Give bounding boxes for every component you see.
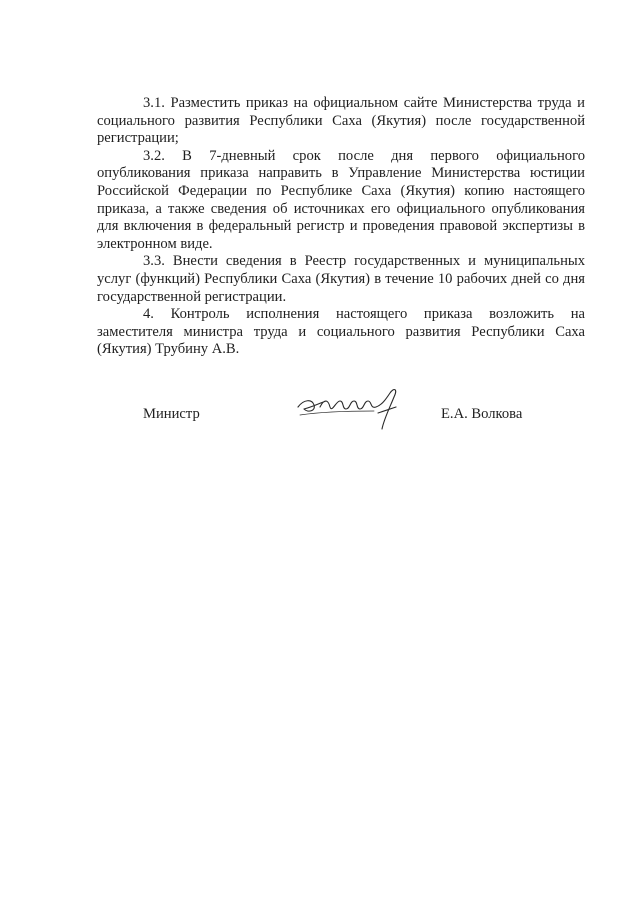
paragraph-3-3: 3.3. Внести сведения в Реестр государственных и муниципальных услуг (функций) Республики Саха (Якутия) в течение 10 рабочих дней со дня государственной регистрации. <box>97 253 585 305</box>
signature-block <box>0 385 640 445</box>
document-body <box>97 95 585 359</box>
signer-position: Министр <box>143 406 200 422</box>
paragraph-3-2: 3.2. В 7-дневный срок после дня первого официального опубликования приказа направить в Управление Министерства юстиции Российской Федерации по Республике Саха (Якутия) копию настоящего приказа, а также сведения об источниках его официального опубликования для включения в федеральный регистр и проведения правовой экспертизы в электронном виде. <box>97 147 585 252</box>
paragraph-4: 4. Контроль исполнения настоящего приказа возложить на заместителя министра труда и социального развития Республики Саха (Якутия) Трубину А.В. <box>97 306 585 358</box>
paragraph-3-1: 3.1. Разместить приказ на официальном сайте Министерства труда и социального развития Республики Саха (Якутия) после государственной регистрации; <box>97 95 585 147</box>
signer-name: Е.А. Волкова <box>441 406 523 422</box>
handwritten-signature <box>290 385 410 435</box>
